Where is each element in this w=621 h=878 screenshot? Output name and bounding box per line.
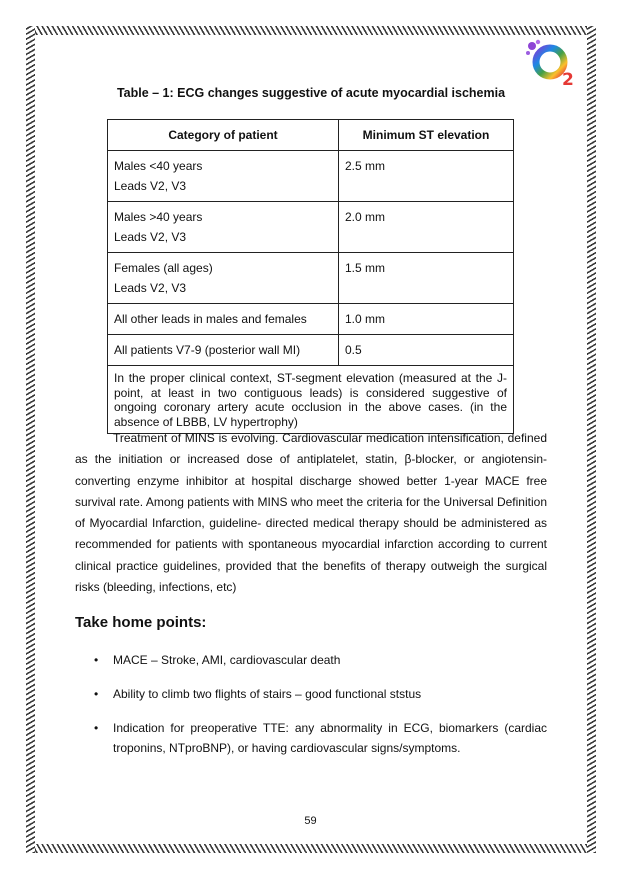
st-value-cell: 1.0 mm <box>339 304 514 335</box>
table-note: In the proper clinical context, ST-segment elevation (measured at the J-point, at least in two contiguous leads) is considered suggestive of ongoing coronary artery acute occlusion in the above cases. (in the absence of LBBB, LV hypertrophy) <box>108 366 514 434</box>
bullet-icon: • <box>94 721 99 735</box>
table-row <box>108 304 514 335</box>
category-cell: Males >40 years Leads V2, V3 <box>108 202 339 253</box>
table-row <box>108 335 514 366</box>
bullet-icon: • <box>94 653 99 667</box>
st-value-cell: 1.5 mm <box>339 253 514 304</box>
table-header-row <box>108 120 514 151</box>
st-value-cell: 2.0 mm <box>339 202 514 253</box>
table-title: Table – 1: ECG changes suggestive of acute myocardial ischemia <box>116 86 506 100</box>
list-item-text: Ability to climb two flights of stairs – good functional ststus <box>113 687 422 701</box>
page-border-top <box>26 26 596 35</box>
body-paragraph: Treatment of MINS is evolving. Cardiovascular medication intensification, defined as the initiation or increased dose of antiplatelet, statin, β-blocker, or angiotensin-converting enzyme inhibitor at hospital discharge showed better 1-year MACE free survival rate. Among patients with MINS who meet the criteria for the Universal Definition of Myocardial Infarction, guideline- directed medical therapy should be administered as recommended for patients with spontaneous myocardial infarction according to current clinical practice guidelines, provided that the benefits of therapy outweigh the surgical risks (bleeding, infections, etc) <box>75 431 547 595</box>
ecg-table <box>107 119 514 434</box>
category-cell: Females (all ages) Leads V2, V3 <box>108 253 339 304</box>
svg-text:2: 2 <box>562 70 574 88</box>
table-row <box>108 253 514 304</box>
header-st-elevation: Minimum ST elevation <box>339 120 514 151</box>
take-home-heading: Take home points: <box>75 614 207 631</box>
page-border-bottom <box>26 844 596 853</box>
st-value-cell: 0.5 <box>339 335 514 366</box>
page-border-left <box>26 26 35 853</box>
category-cell: All patients V7-9 (posterior wall MI) <box>108 335 339 366</box>
table-note-row <box>108 366 514 434</box>
st-value-cell: 2.5 mm <box>339 151 514 202</box>
category-cell: Males <40 years Leads V2, V3 <box>108 151 339 202</box>
table-row <box>108 151 514 202</box>
list-item-text: MACE – Stroke, AMI, cardiovascular death <box>113 653 341 667</box>
header-category: Category of patient <box>108 120 339 151</box>
o2-logo-icon <box>524 38 580 88</box>
page-number: 59 <box>304 815 317 827</box>
table-row <box>108 202 514 253</box>
category-cell: All other leads in males and females <box>108 304 339 335</box>
bullet-icon: • <box>94 687 99 701</box>
list-item-text: Indication for preoperative TTE: any abnormality in ECG, biomarkers (cardiac troponins, NTproBNP), or having cardiovascular signs/symptoms. <box>113 721 547 755</box>
page-border-right <box>587 26 596 853</box>
